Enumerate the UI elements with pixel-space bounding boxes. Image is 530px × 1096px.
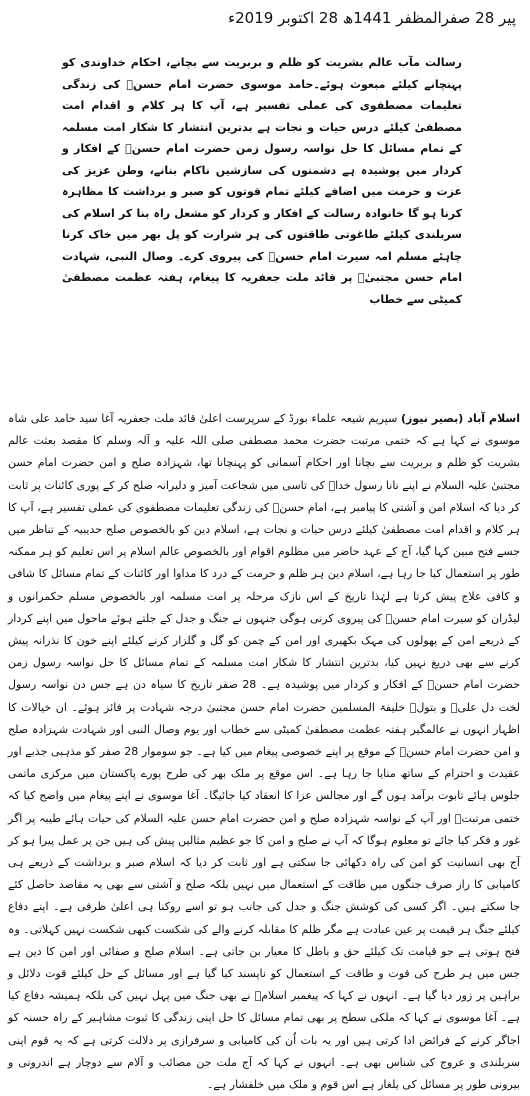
article-text: سپریم شیعہ علماء بورڈ کے سرپرست اعلیٰ قائد ملت جعفریہ آغا سید حامد علی شاہ موسوی نے کہا ہے کہ ختمی مرتبت حضرت محمد مصطفی صلی اللہ علیہ و آلہ وسلم کا مقصد بعثت عالم بشریت کو ظلم و بربریت سے بچانا اور احکام آسمانی کو پہنچانا تھا، شہزادہ صلح و امن حضرت امام حسن مجتبیٰ علیہ السلام نے اپنے نانا رسول خداؐ کی تاسی میں شجاعت آمیز و دلیرانہ صلح کر کے پوری کائنات پر ثابت کر دیا کہ اسلام امن و آشتی کا پیامبر ہے، امام حسنؑ کی زندگی تعلیمات مصطفوی کی عملی تفسیر ہے، آپ کا ہر کلام و اقدام امت مصطفیٰ کیلئے درس حیات و نجات ہے، اسلام دین کو بالخصوص صلح حدیبیہ کے تناظر میں جسے فتح مبین کہا گیا، آج کے عہد حاضر میں مظلوم اقوام اور بالخصوص عالم اسلام پر اس تعلیم کو ہر ممکنہ طور پر استعمال کیا جا رہا ہے، اسلام دین ہر ظلم و حرمت کے درد کا مداوا اور کائنات کے تمام مسائل کا شافی و کافی علاج پیش کرتا ہے لہٰذا تاریخ کے اس نازک مرحلہ پر امت مسلمہ اور بالخصوص مسلم حکمرانوں و لیڈران کو سیرت امام حسنؑ کی پیروی کرنی ہوگی جنہوں نے جنگ و جدل کے جلتے ہوئے ماحول میں اپنے کردار کے ذریعے امن کے پھولوں کی مہک بکھیری اور امن کے چمن کو گل و گلزار کرنے کیلئے اپنے خون کا نذرانہ پیش کرنے سے بھی دریغ نہیں کیا، بدترین انتشار کا شکار امت مسلمہ کے تمام مسائل کا حل نواسہ رسول زمن حضرت امام حسنؑ کے افکار و کردار میں پوشیدہ ہے۔ 28 صفر تاریخ کا سیاہ دن ہے جس دن نواسہ رسول لخت دل علیؑ و بتولؑ خلیفۃ المسلمین حضرت امام حسن مجتبیٰ درجہ شہادت پر فائز ہوئے۔ ان خیالات کا اظہار انہوں نے عالمگیر ہفتہ عظمت مصطفیٰ کمیٹی سے خطاب اور یوم وصال النبی اور شہادت شہزادہ صلح و امن حضرت امام حسنؑ کے موقع پر اپنے خصوصی پیغام میں کیا ہے۔ جو سوموار 28 صفر کو مذہبی جذبے اور عقیدت و احترام کے ساتھ منایا جا رہا ہے۔ اس موقع پر ملک بھر کی طرح پورے پاکستان میں مرکزی ماتمی جلوس ہائے تابوت برآمد ہوں گے اور مجالس عزا کا انعقاد کیا جائیگا۔ آغا موسوی نے اپنے پیغام میں واضح کیا کہ ختمی مرتبتؐ اور آپ کے نواسہ شہزادہ صلح و امن حضرت امام حسن علیہ السلام کی حیات ہائے طیبہ پر اگر غور و فکر کیا جائے تو معلوم ہوگا کہ آپ نے صلح و امن کا جو عظیم مثالیں پیش کی ہیں جن پر عمل پیرا ہو کر آج بھی انسانیت کو امن کی راہ دکھائی جا سکتی ہے اور ثابت کر دیا کہ اسلام صبر و برداشت کے ذریعے ہی کامیابی کا راز صرف جنگوں میں طاقت کے استعمال میں نہیں بلکہ صلح و آشتی سے بھی یہ مقاصد حاصل کئے جا سکتے ہیں۔ اگر کسی کی کوشش جنگ و جدل کی جانب ہو تو اسے روکنا ہی اعلیٰ ظرفی ہے۔ اپنے دفاع کیلئے جنگ ہر قیمت پر عین عبادت ہے مگر ظلم کا مقابلہ کرنے والے کی شکست کبھی شکست نہیں کہلاتی۔ وہ فتح ہوتی ہے جو قیامت تک کیلئے حق و باطل کا معیار بن جاتی ہے۔ اسلام صلح و صفائی اور امن کا دین ہے جس میں ہر طرح کی قوت و طاقت کے استعمال کو ناپسند کیا گیا ہے اور مسائل کے حل کیلئے قوت دلائل و براہین پر زور دیا گیا ہے۔ انہوں نے کہا کہ پیغمبر اسلامؐ نے بھی جنگ میں پہل نہیں کی بلکہ ہمیشہ دفاع کیا ہے۔ آغا موسوی نے کہا کہ ملکی سطح پر بھی تمام مسائل کا حل اپنی زندگی کا ثبوت مشاہیر کے راہ حسنہ کو اجاگر کرنے کے فرائض ادا کرتی ہیں اور یہ بات اُن کی کامیابی و سرفرازی پر دلالت کرتی ہے کہ یہ قوم اپنی سربلندی و عروج کی شناس بھی ہے۔ انہوں نے کہا کہ آج ملت جن مصائب و آلام سے دوچار ہے اندرونی و بیرونی طور پر مسائل کی یلغار ہے اس قوم و ملک میں خلفشار ہے۔ — [8, 412, 520, 1092]
article-dateline: اسلام آباد (بصیر نیوز) — [401, 412, 521, 425]
headline-block — [62, 52, 462, 354]
issue-dateline: پیر 28 صفرالمظفر 1441ھ 28 اکتوبر 2019ء — [228, 9, 516, 27]
article-body — [8, 408, 521, 1092]
headline-text: رسالت مآب عالم بشریت کو ظلم و بربریت سے بچانے، احکام خداوندی کو پہنچانے کیلئے مبعوث ہوئے۔حامد موسوی حضرت امام حسنؑ کی زندگی تعلیمات مصطفوی کی عملی تفسیر ہے، آپ کا ہر کلام و اقدام امت مصطفیٰ کیلئے درس حیات و نجات ہے بدترین انتشار کا شکار امت مسلمہ کے تمام مسائل کا حل نواسہ رسول زمن حضرت امام حسنؑ کے افکار و کردار میں پوشیدہ ہے دشمنوں کی سازشیں ناکام بنانے، وطن عزیز کی عزت و حرمت میں اضافے کیلئے تمام قوتوں کو صبر و برداشت کا مظاہرہ کرنا ہو گا خانوادہ رسالت کے افکار و کردار کو مشعل راہ بنا کر اسلام کی سربلندی کیلئے طاغوتی طاقتوں کی ہر شرارت کو پل بھر میں خاک کرنا چاہئے مسلم امہ سیرت امام حسنؑ کی پیروی کرے۔ وصال النبی، شہادت امام حسن مجتبیٰؑ پر قائد ملت جعفریہ کا پیغام، ہفتہ عظمت مصطفیٰ کمیٹی سے خطاب — [62, 56, 462, 306]
article-paragraph — [8, 408, 520, 1096]
